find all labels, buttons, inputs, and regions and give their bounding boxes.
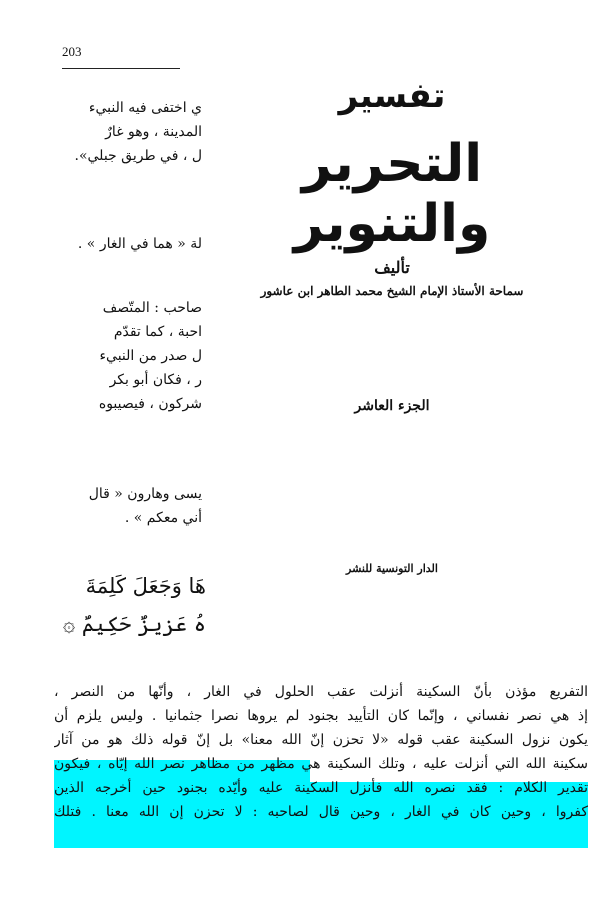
volume-label: الجزء العاشر xyxy=(354,398,430,414)
left-line: احبة ، كما تقدّم xyxy=(113,324,202,340)
left-line: ي اختفى فيه النبيء xyxy=(88,100,202,116)
body-line: إذ هي نصر نفساني ، وإنّما كان التأييد بجنود لم يروها نصرا جثمانيا . وليس يلزم أن xyxy=(54,708,588,724)
title-line-1: تفسير xyxy=(338,76,446,116)
left-column-block-2 xyxy=(52,232,202,256)
left-line: أني معكم » . xyxy=(124,510,202,526)
body-paragraph xyxy=(54,680,588,824)
quran-verse-line: هُ عَزِيزٌ حَكِيمٌ ۞ xyxy=(62,612,206,636)
title-line-2: التحرير والتنوير xyxy=(293,134,491,254)
left-line: شركون ، فيصيبوه xyxy=(98,396,202,412)
left-line: ر ، فكان أبو بكر xyxy=(109,372,202,388)
left-line: صاحب : المتّصف xyxy=(102,300,202,316)
page-number: 203 xyxy=(62,44,82,59)
quran-verse-line: هَا وَجَعَلَ كَلِمَةَ xyxy=(85,574,206,598)
body-line: تقدير الكلام : فقد نصره الله فأنزل السكينة عليه وأيّده بجنود حين أخرجه الذين xyxy=(54,780,588,796)
left-column-block-1 xyxy=(52,96,202,168)
left-line: لة « هما في الغار » . xyxy=(77,236,202,252)
left-line: ل ، في طريق جبلي». xyxy=(74,148,202,164)
body-line: يكون نزول السكينة عقب قوله «لا تحزن إنّ الله معنا» بل إنّ قوله ذلك هو من آثار xyxy=(54,732,588,748)
left-line: يسى وهارون « قال xyxy=(88,486,202,502)
body-line: التفريع مؤذن بأنّ السكينة أنزلت عقب الحلول في الغار ، وأنّها من النصر ، xyxy=(54,684,588,700)
left-line: المدينة ، وهو غارٌ xyxy=(105,124,202,140)
left-column-block-4 xyxy=(52,482,202,530)
body-line: كفروا ، وحين كان في الغار ، وحين قال لصاحبه : لا تحزن إن الله معنا . فتلك xyxy=(54,804,588,820)
author-label: تأليف xyxy=(374,258,410,277)
publisher-name: الدار التونسية للنشر xyxy=(346,562,438,575)
header-rule xyxy=(62,68,180,69)
left-line: ل صدر من النبيء xyxy=(99,348,202,364)
left-column-block-3 xyxy=(52,296,202,416)
author-name: سماحة الأستاذ الإمام الشيخ محمد الطاهر ابن عاشور xyxy=(260,284,524,298)
body-line: سكينة الله التي أنزلت عليه ، وتلك السكينة هي مظهر من مظاهر نصر الله إيّاه ، فيكون xyxy=(54,756,588,772)
